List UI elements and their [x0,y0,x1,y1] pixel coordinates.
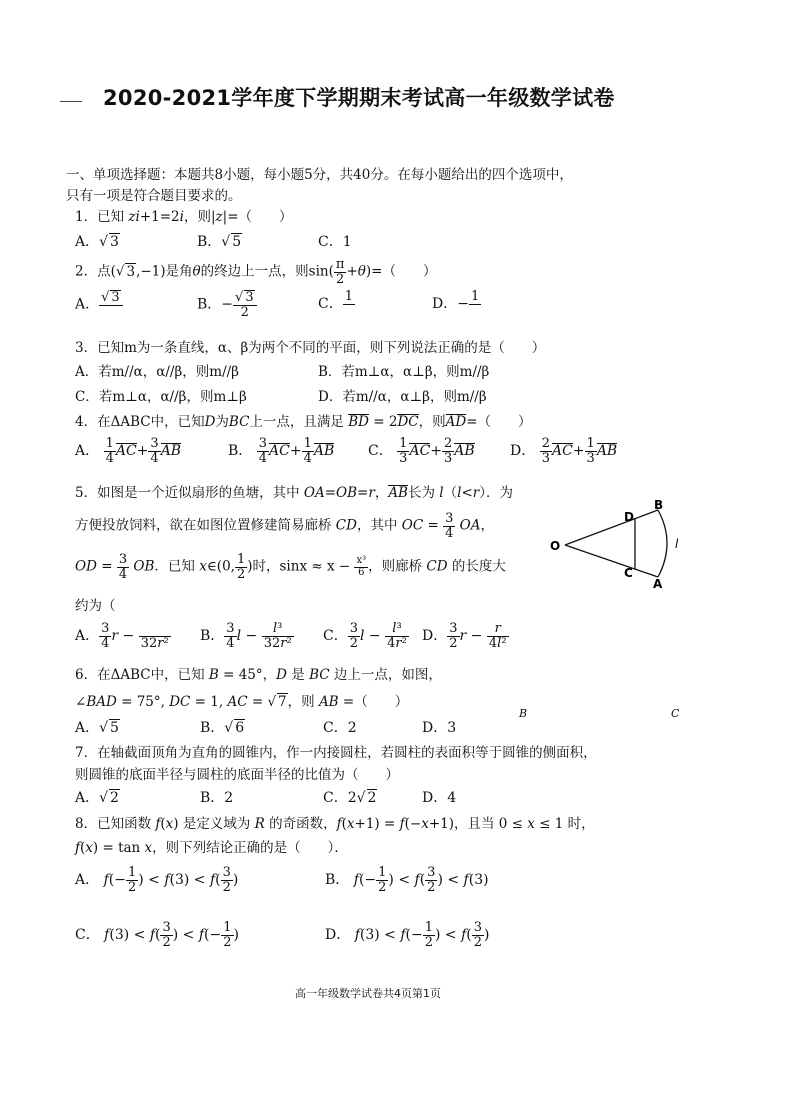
q8-line2: f(x) = tan x，则下列结论正确的是（ ）． [75,840,348,856]
q6-line1: 6．在ΔABC中，已知 B = 45°，D 是 BC 边上一点，如图， [75,667,442,683]
q3-option-c: C．若m⊥α，α//β，则m⊥β [75,389,247,405]
q1-option-c: C．1 [318,234,352,250]
q3-option-a: A．若m//α，α//β，则m//β [75,364,239,380]
q4-stem: 4．在ΔABC中，已知D为BC上一点，且满足 BD = 2DC，则AD=（ ） [75,414,532,430]
q2-option-a: A． √ 3 [75,290,123,319]
q7-option-c: C．2√ 2 [323,790,377,806]
q6-line2: ∠BAD = 75°, DC = 1, AC = √ 7，则 AB =（ ） [75,694,409,710]
line-ob [565,510,658,545]
label-c: C [624,566,633,580]
label-o: O [550,539,561,553]
label-d: D [624,510,634,524]
q2-option-b: B．− $\frac{√ 3}{2}$ [197,290,257,319]
q8-line1: 8．已知函数 f(x) 是定义域为 R 的奇函数，f(x+1) = f(−x+1)，且当 0 ≤ x ≤ 1 时， [75,816,595,832]
page-footer: 高一年级数学试卷共4页第1页 [295,987,441,1000]
q5-option-c: C． $\frac{3}{2}$ l − $\frac{\text{l³}}{\text{4r²}}$ [323,621,407,651]
q1-option-b: B．√ 5 [197,234,242,250]
q4-option-b: B． $\frac{3}{4}$ AC+ $\frac{1}{4}$ AB [228,436,335,466]
q7-line2: 则圆锥的底面半径与圆柱的底面半径的比值为（ ） [75,767,399,783]
q8-option-b: B． f(− $\frac{1}{2}$ ) < f( $\frac{3}{2}$ ) < f(3) [325,865,489,895]
q7-line1: 7．在轴截面顶角为直角的圆锥内，作一内接圆柱，若圆柱的表面积等于圆锥的侧面积， [75,745,597,761]
q2-option-d: D．− 1 [432,289,480,313]
q6-option-a: A．√ 5 [75,720,119,736]
q3-option-b: B．若m⊥α，α⊥β，则m//β [318,364,490,380]
q6-option-d: D．3 [422,720,457,736]
q3-option-d: D．若m//α，α⊥β，则m//β [318,389,487,405]
q7-option-a: A．√ 2 [75,790,119,806]
q2-stem: 2．点(√ 3,−1)是角θ的终边上一点，则sin( $\frac{\pi}{2}$ +θ)=（ ） [75,257,437,287]
line-oa [565,545,658,577]
q4-option-c: C． $\frac{1}{3}$ AC+ $\frac{2}{3}$ AB [368,436,475,466]
q8-option-c: C． f(3) < f( $\frac{3}{2}$ ) < f(− $\frac{1}{2}$ ) [75,920,239,950]
q6-option-b: B．√ 6 [200,720,245,736]
q8-option-d: D． f(3) < f(− $\frac{1}{2}$ ) < f( $\frac{3}{2}$ ) [325,920,490,950]
q4-option-a: A． $\frac{1}{4}$ AC+ $\frac{3}{4}$ AB [75,436,182,466]
q2-option-c: C． 1 [318,289,353,313]
section-header-line1: 一、单项选择题：本题共8小题，每小题5分，共40分。在每小题给出的四个选项中， [66,167,573,183]
q3-stem: 3．已知m为一条直线，α、β为两个不同的平面，则下列说法正确的是（ ） [75,340,546,356]
q4-option-d: D． $\frac{2}{3}$ AC+ $\frac{1}{3}$ AB [510,436,618,466]
title-underline [60,101,82,102]
q8-option-a: A． f(− $\frac{1}{2}$ ) < f(3) < f( $\frac{3}{2}$ ) [75,865,239,895]
q7-option-b: B．2 [200,790,234,806]
q5-option-d: D． $\frac{3}{2}$ r − $\frac{r}{\text{4l²}}$ [422,621,507,651]
q5-option-b: B． $\frac{3}{4}$ l − $\frac{\text{l³}}{\text{32r²}}$ [200,621,292,651]
q1-option-a: A．√ 3 [75,234,119,250]
q5-option-a: A． $\frac{3}{4}$ r − 32r² [75,621,169,651]
section-header-line2: 只有一项是符合题目要求的。 [66,188,242,204]
q5-line3: OD = $\frac{3}{4}$ OB．已知 x∈(0, $\frac{1}{2}$ )时，sinx ≈ x − $\frac{\text{x³}}{6}$ ，则廊桥 CD 的长度大 [75,552,506,582]
q5-line1: 5．如图是一个近似扇形的鱼塘，其中 OA=OB=r，AB长为 l（l<r）．为 [75,485,513,501]
fig6-label-c: C [671,707,680,720]
q5-line2: 方便投放饲料，欲在如图位置修建简易廊桥 CD，其中 OC = $\frac{3}{4}$ OA， [75,511,494,541]
q5-line4: 约为（ [75,598,116,614]
page-title: 2020-2021学年度下学期期末考试高一年级数学试卷 [103,86,615,110]
label-l: l [675,537,679,551]
arc-ab [658,510,667,577]
q7-option-d: D．4 [422,790,457,806]
q6-option-c: C．2 [323,720,357,736]
fig6-label-b: B [519,707,528,720]
label-a: A [653,577,663,591]
fish-pond-figure [540,495,690,595]
q1-stem: 1．已知 zi+1=2i，则|z|=（ ） [75,209,293,225]
label-b: B [654,498,664,512]
